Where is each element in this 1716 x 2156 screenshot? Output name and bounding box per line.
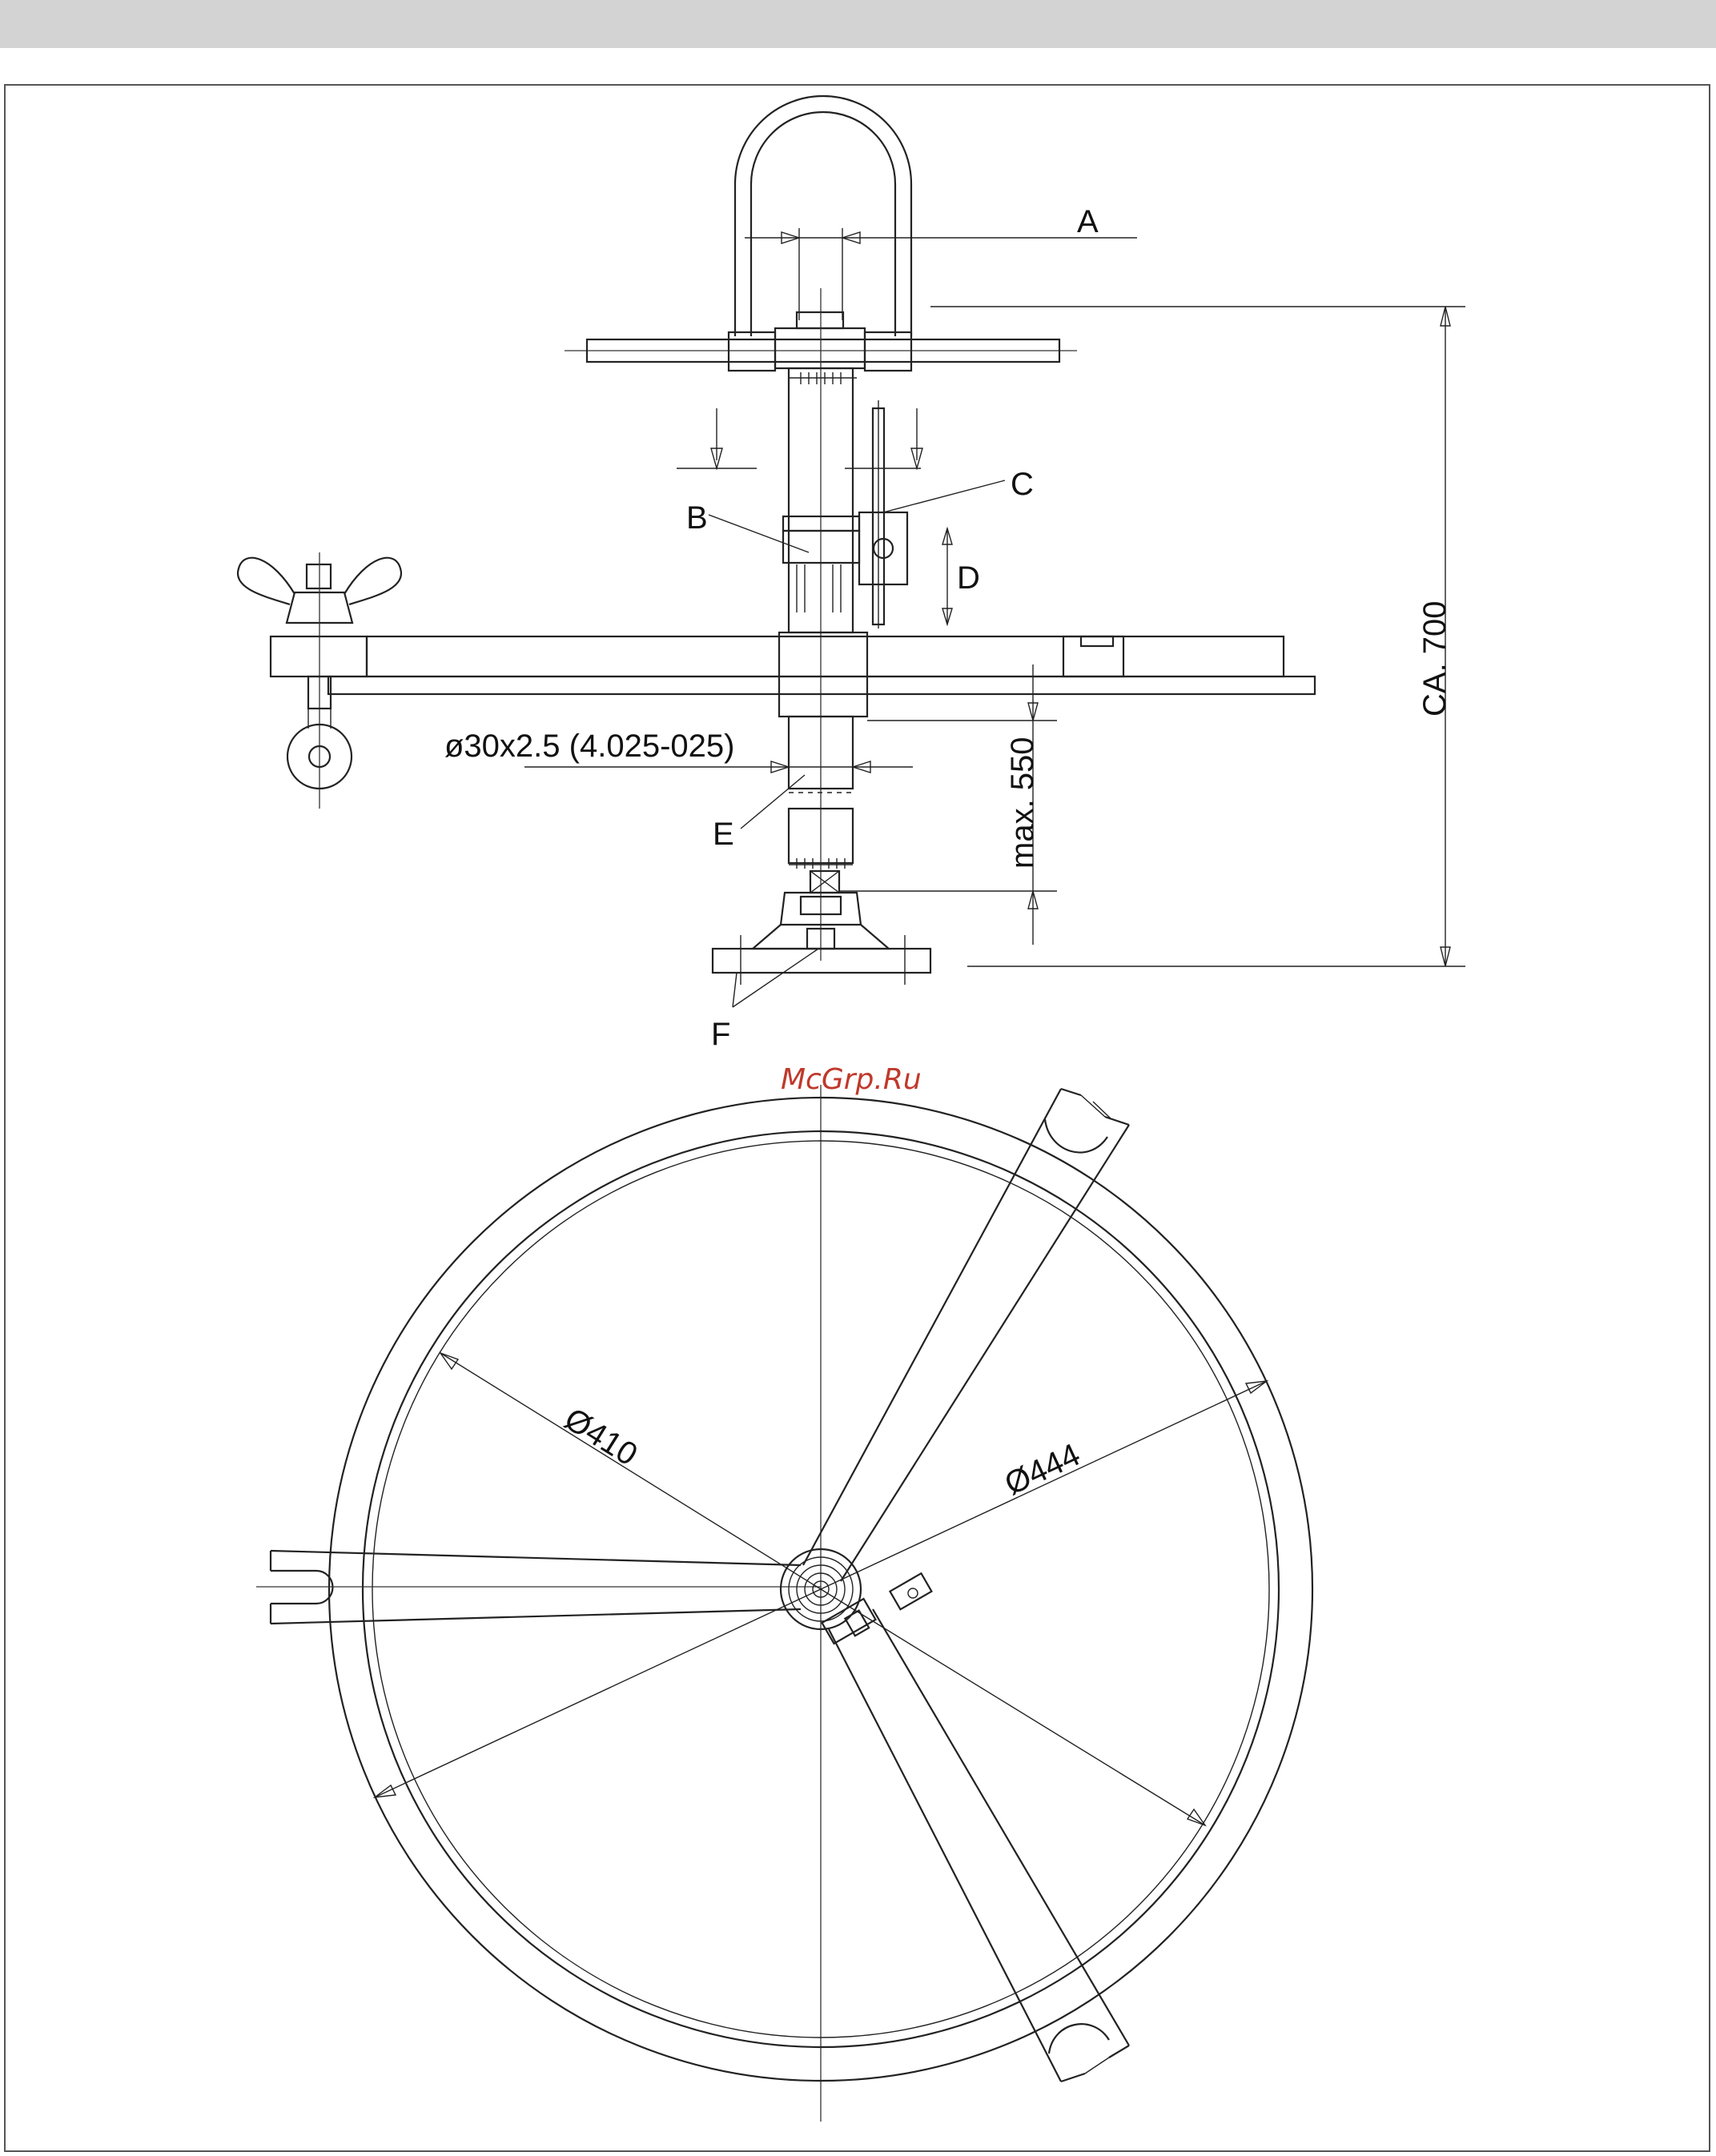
- label-d: D: [957, 560, 980, 596]
- label-diameter-444: Ø444: [999, 1436, 1086, 1503]
- label-tube: ø30x2.5 (4.025-025): [444, 729, 735, 764]
- upper-right-arm: [803, 1089, 1129, 1581]
- label-diameter-410: Ø410: [558, 1401, 644, 1473]
- label-f: F: [711, 1017, 731, 1052]
- wing-nut: [238, 552, 401, 809]
- u-handle-inner: [751, 112, 895, 336]
- label-e: E: [713, 817, 734, 852]
- side-view: [238, 96, 1465, 1052]
- label-ca-700: CA. 700: [1417, 600, 1453, 717]
- lower-right-arm: [829, 1609, 1129, 2082]
- label-b: B: [686, 500, 708, 536]
- watermark: McGrp.Ru: [781, 1063, 922, 1096]
- top-view: [256, 1085, 1312, 2122]
- dim-410-line: [440, 1353, 821, 1589]
- label-max-550: max. 550: [1005, 737, 1040, 869]
- label-c: C: [1011, 467, 1034, 502]
- u-handle-outer: [735, 96, 911, 336]
- left-arm: [256, 1551, 821, 1624]
- horizontal-arm: [367, 636, 1284, 677]
- label-a: A: [1077, 204, 1099, 239]
